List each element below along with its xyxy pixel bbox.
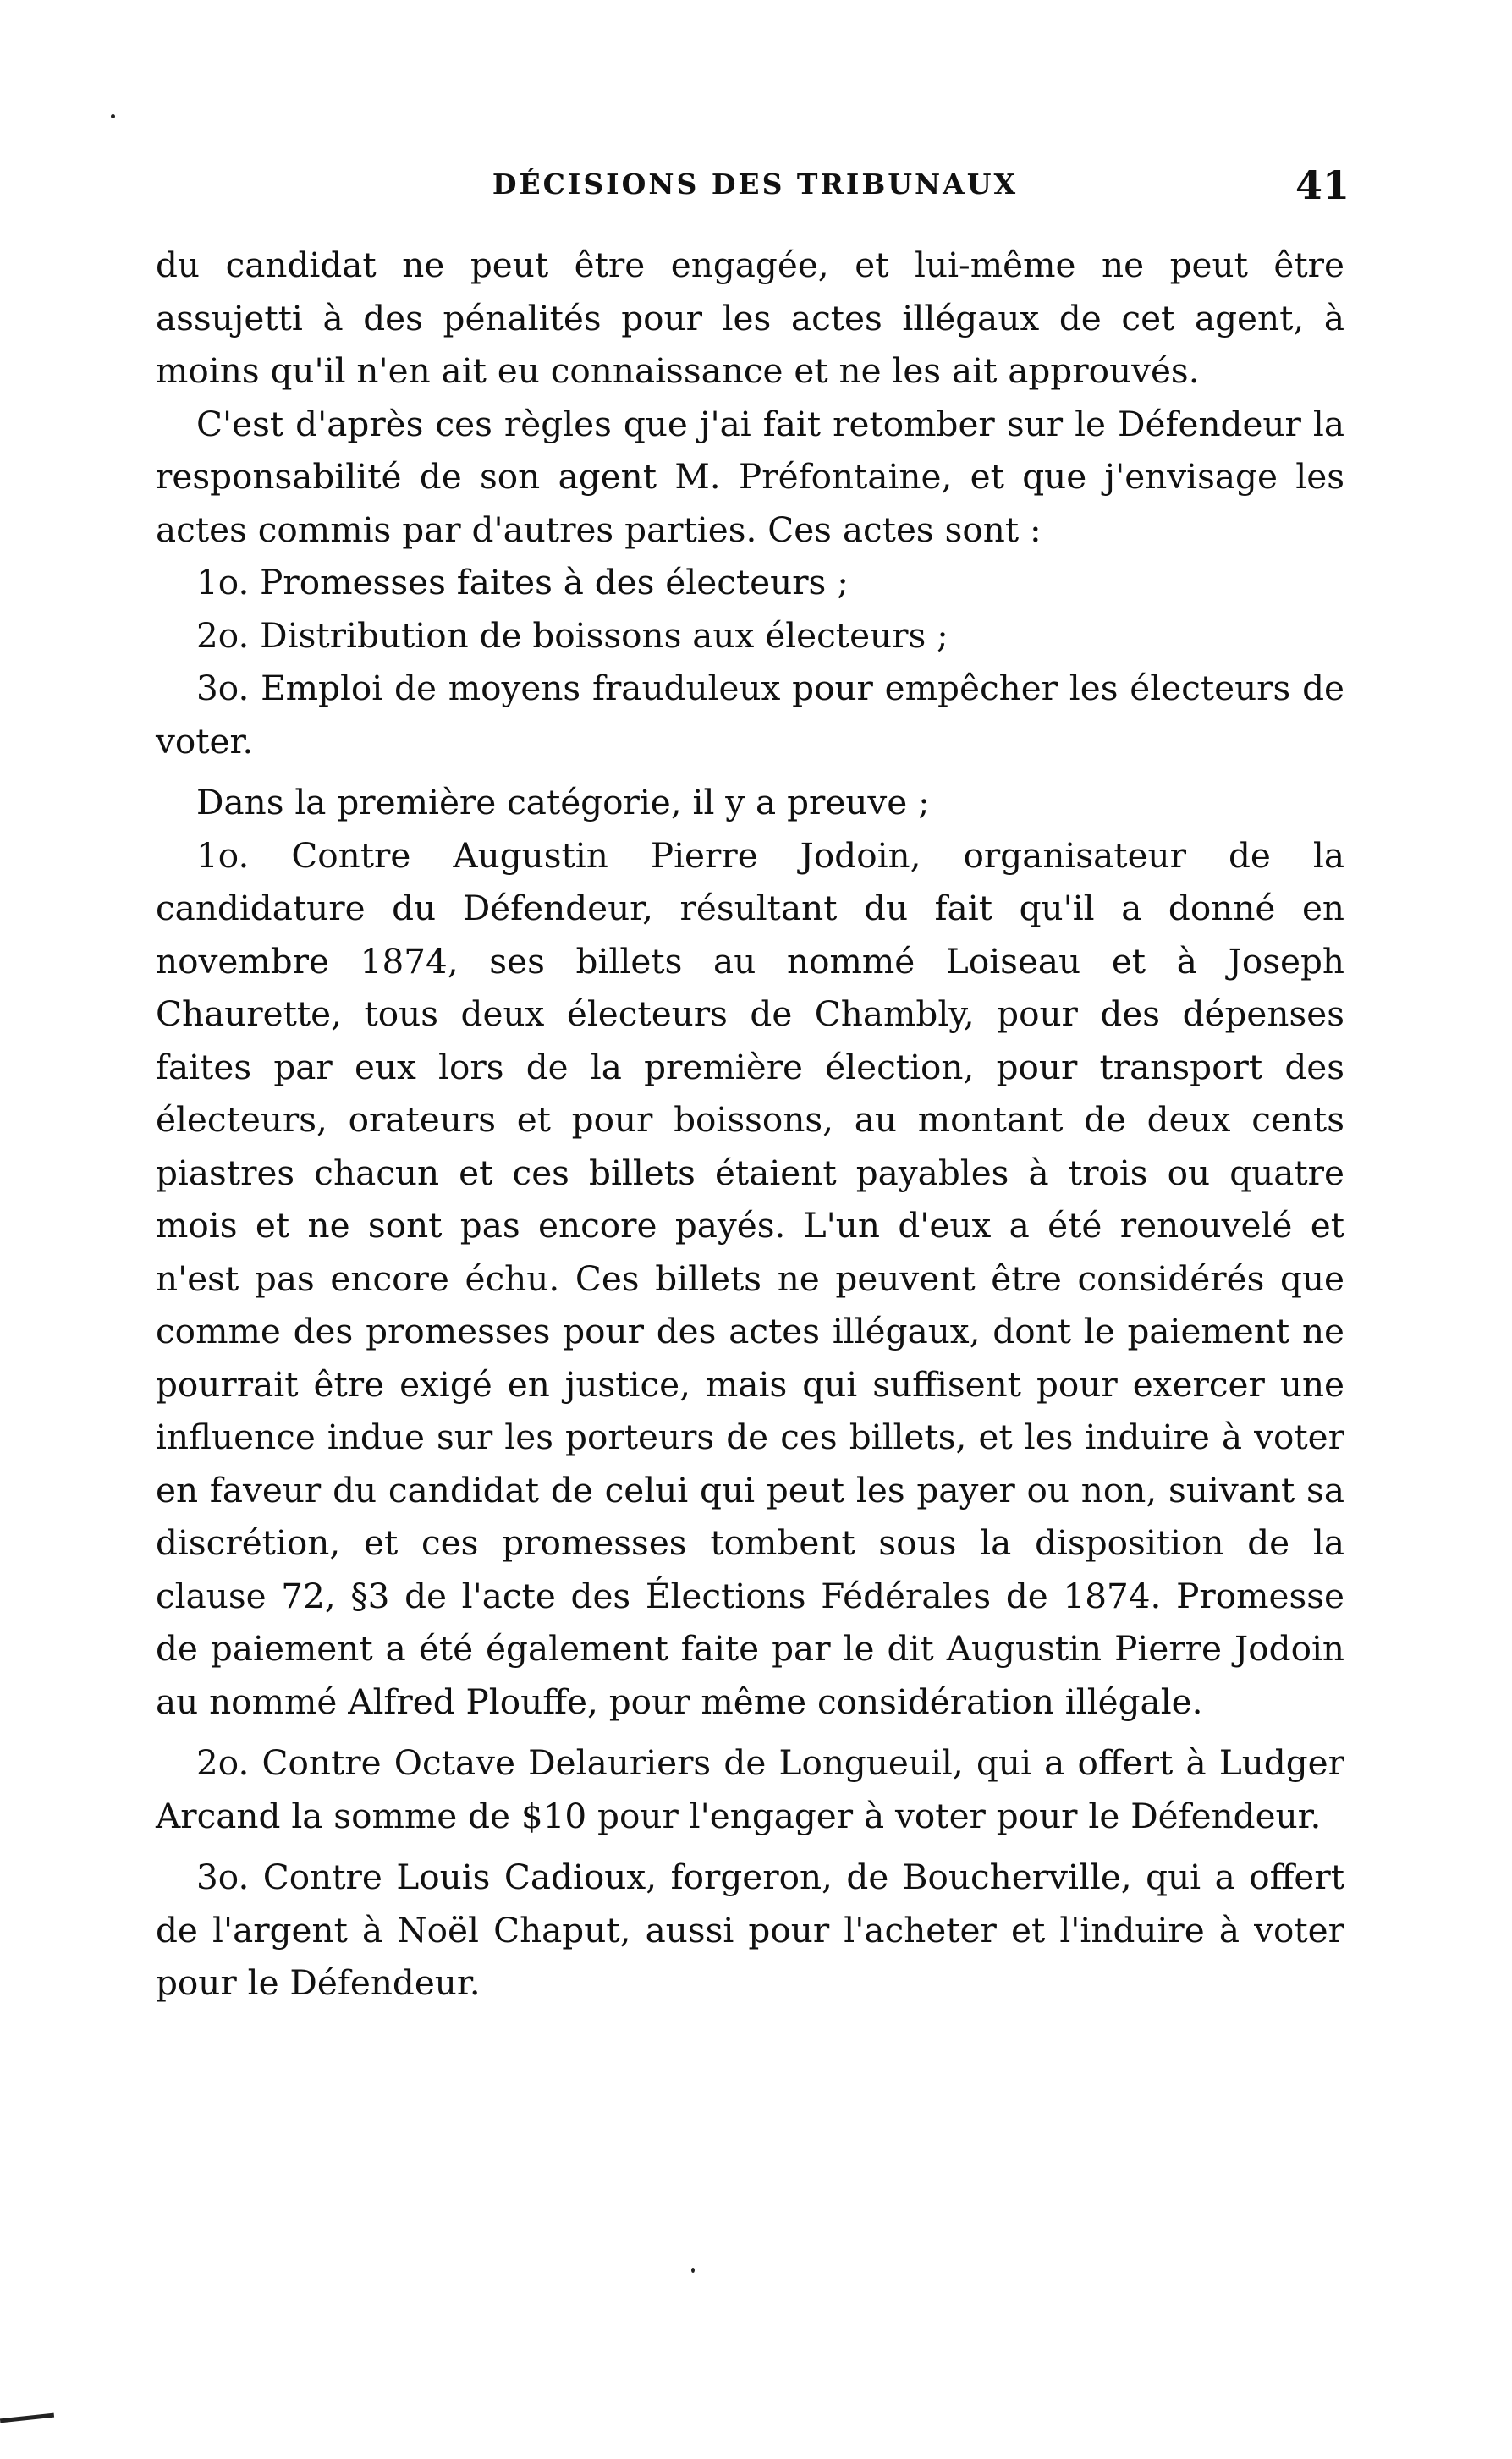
scan-speck	[111, 114, 115, 118]
scan-edge-mark	[0, 2413, 54, 2423]
paragraph-continuation: du candidat ne peut être engagée, et lui-même ne peut être assujetti à des pénalités pour les actes illégaux de cet agent, à moins qu'il n'en ait eu connaissance et ne les ait approuvés.	[156, 245, 1344, 391]
paragraph-cadioux: 3o. Contre Louis Cadioux, forgeron, de Boucherville, qui a offert de l'argent à Noël Chaput, aussi pour l'acheter et l'induire à voter pour le Défendeur.	[156, 1857, 1344, 2003]
paragraph-delauriers: 2o. Contre Octave Delauriers de Longueuil, qui a offert à Ludger Arcand la somme de $10 pour l'engager à voter pour le Défendeur.	[156, 1742, 1344, 1836]
list-item-drinks: 2o. Distribution de boissons aux électeurs ;	[196, 614, 948, 656]
body-text	[156, 239, 1344, 2010]
list-item-promises: 1o. Promesses faites à des électeurs ;	[196, 562, 849, 602]
paragraph-responsibility: C'est d'après ces règles que j'ai fait retomber sur le Défendeur la responsabilité de son agent M. Préfontaine, et que j'envisage les actes commis par d'autres parties. Ces actes sont :	[156, 403, 1344, 550]
running-title: DÉCISIONS DES TRIBUNAUX	[492, 168, 1019, 201]
list-item-fraud: 3o. Emploi de moyens frauduleux pour empêcher les électeurs de voter.	[156, 668, 1344, 762]
paragraph-first-category: Dans la première catégorie, il y a preuve ;	[196, 782, 930, 822]
page-number: 41	[1295, 162, 1350, 208]
running-header	[161, 162, 1350, 218]
paragraph-jodoin: 1o. Contre Augustin Pierre Jodoin, organisateur de la candidature du Défendeur, résultant du fait qu'il a donné en novembre 1874, ses billets au nommé Loiseau et à Joseph Chaurette, tous deux électeurs de Chambly, pour des dépenses faites par eux lors de la première élection, pour transport des électeurs, orateurs et pour boissons, au montant de deux cents piastres chacun et ces billets étaient payables à trois ou quatre mois et ne sont pas encore payés. L'un d'eux a été renouvelé et n'est pas encore échu. Ces billets ne peuvent être considérés que comme des promesses pour des actes illégaux, dont le paiement ne pourrait être exigé en justice, mais qui suffisent pour exercer une influence indue sur les porteurs de ces billets, et les induire à voter en faveur du candidat de celui qui peut les payer ou non, suivant sa discrétion, et ces promesses tombent sous la disposition de la clause 72, §3 de l'acte des Élections Fédérales de 1874. Promesse de paiement a été également faite par le dit Augustin Pierre Jodoin au nommé Alfred Plouffe, pour même considération illégale.	[156, 834, 1344, 1722]
scan-speck	[691, 2268, 695, 2273]
